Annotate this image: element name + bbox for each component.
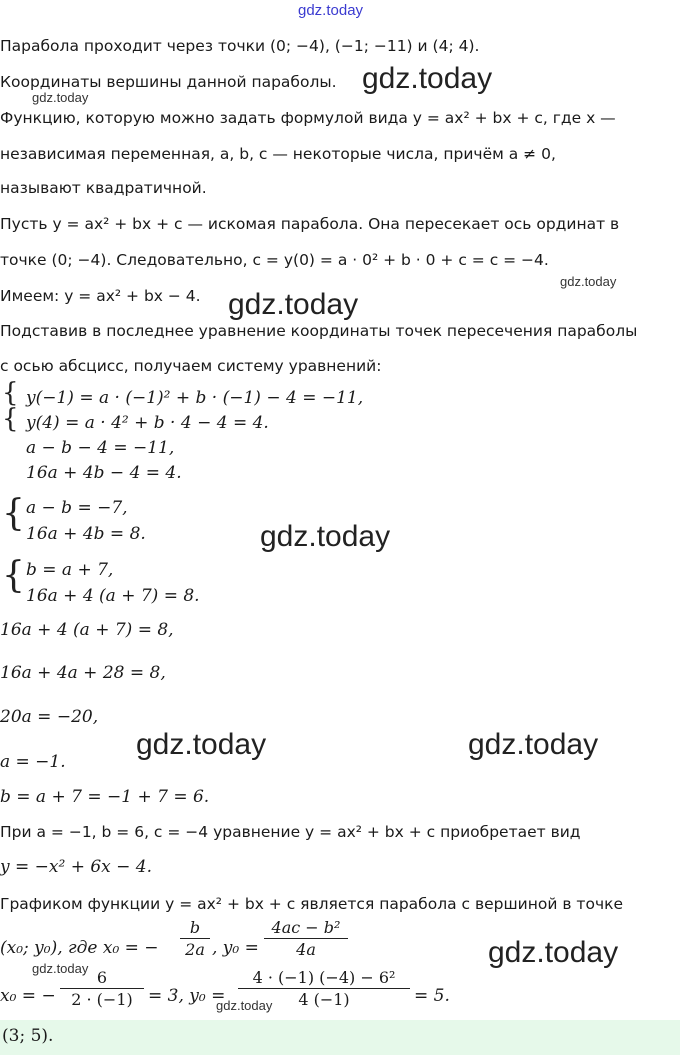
vertex-calc-fraction-1-num: 6 xyxy=(96,968,108,987)
equation-1: 16a + 4 (a + 7) = 8, xyxy=(0,620,174,640)
system-3-eq-1: b = a + 7, xyxy=(26,560,114,580)
watermark-small-1: gdz.today xyxy=(32,90,89,105)
line-definition-2: независимая переменная, a, b, c — некоторые числа, причём a ≠ 0, xyxy=(0,145,556,163)
vertex-calc-mid: = 3, y₀ = xyxy=(148,986,226,1006)
system-1-eq-2: y(4) = a · 4² + b · 4 − 4 = 4. xyxy=(26,413,269,433)
vertex-calc-fraction-1-den: 2 · (−1) xyxy=(71,990,133,1009)
watermark-3: gdz.today xyxy=(260,520,391,553)
line-substitute-1: Подставив в последнее уравнение координаты точек пересечения параболы xyxy=(0,322,638,340)
line-substitute-2: с осью абсцисс, получаем систему уравнений: xyxy=(0,357,382,375)
line-let-1: Пусть y = ax² + bx + c — искомая парабола. Она пересекает ось ординат в xyxy=(0,215,620,233)
vertex-calc-end: = 5. xyxy=(414,986,450,1006)
system-1-eq-1: y(−1) = a · (−1)² + b · (−1) − 4 = −11, xyxy=(26,388,364,408)
brace-system-3: { xyxy=(2,555,25,596)
line-task: Координаты вершины данной параболы. xyxy=(0,73,337,91)
vertex-calc-fraction-2-den: 4 (−1) xyxy=(298,990,350,1009)
watermark-5: gdz.today xyxy=(468,728,599,761)
line-let-2: точке (0; −4). Следовательно, c = y(0) = a · 0² + b · 0 + c = c = −4. xyxy=(0,251,549,269)
vertex-fraction-1-den: 2a xyxy=(185,940,205,959)
brace-system-1: { { xyxy=(2,378,19,434)
vertex-formula-prefix: (x₀; y₀), где x₀ = − xyxy=(0,938,159,958)
line-definition-1: Функцию, которую можно задать формулой вида y = ax² + bx + c, где x — xyxy=(0,109,616,127)
vertex-calc-fraction-2-num: 4 · (−1) (−4) − 6² xyxy=(252,968,396,987)
watermark-2: gdz.today xyxy=(228,288,359,321)
watermark-top: gdz.today xyxy=(298,2,364,19)
system-2-eq-2: 16a + 4b = 8. xyxy=(26,524,146,544)
answer-text: (3; 5). xyxy=(2,1026,54,1046)
vertex-calc-prefix: x₀ = − xyxy=(0,986,56,1006)
watermark-6: gdz.today xyxy=(488,936,619,969)
vertex-fraction-2-den: 4a xyxy=(296,940,316,959)
system-1-eq-4: 16a + 4b − 4 = 4. xyxy=(26,463,182,483)
line-points: Парабола проходит через точки (0; −4), (−1; −11) и (4; 4). xyxy=(0,37,480,55)
watermark-4: gdz.today xyxy=(136,728,267,761)
vertex-formula-mid: , y₀ = xyxy=(212,938,259,958)
vertex-fraction-1-num: b xyxy=(189,918,201,937)
vertex-calc-fraction-1 xyxy=(60,968,144,1009)
line-definition-3: называют квадратичной. xyxy=(0,179,207,197)
system-3-eq-2: 16a + 4 (a + 7) = 8. xyxy=(26,586,200,606)
equation-4: a = −1. xyxy=(0,752,66,772)
watermark-small-3: gdz.today xyxy=(32,961,89,976)
system-2-eq-1: a − b = −7, xyxy=(26,498,128,518)
brace-system-2: { xyxy=(2,493,25,534)
equation-5: b = a + 7 = −1 + 7 = 6. xyxy=(0,787,210,807)
vertex-calc-fraction-2 xyxy=(238,968,410,1009)
watermark-small-4: gdz.today xyxy=(216,998,273,1013)
watermark-small-2: gdz.today xyxy=(560,274,617,289)
equation-2: 16a + 4a + 28 = 8, xyxy=(0,663,166,683)
line-have: Имеем: y = ax² + bx − 4. xyxy=(0,287,201,305)
watermark-1: gdz.today xyxy=(362,62,493,95)
answer-box xyxy=(0,1020,680,1055)
line-result-function: y = −x² + 6x − 4. xyxy=(0,857,153,877)
system-1-eq-3: a − b − 4 = −11, xyxy=(26,438,175,458)
vertex-fraction-1 xyxy=(180,918,210,959)
vertex-fraction-2-num: 4ac − b² xyxy=(271,918,341,937)
equation-3: 20a = −20, xyxy=(0,707,99,727)
vertex-fraction-2 xyxy=(264,918,348,959)
line-graph: Графиком функции y = ax² + bx + c является парабола с вершиной в точке xyxy=(0,895,624,913)
line-when: При a = −1, b = 6, c = −4 уравнение y = ax² + bx + c приобретает вид xyxy=(0,823,581,841)
